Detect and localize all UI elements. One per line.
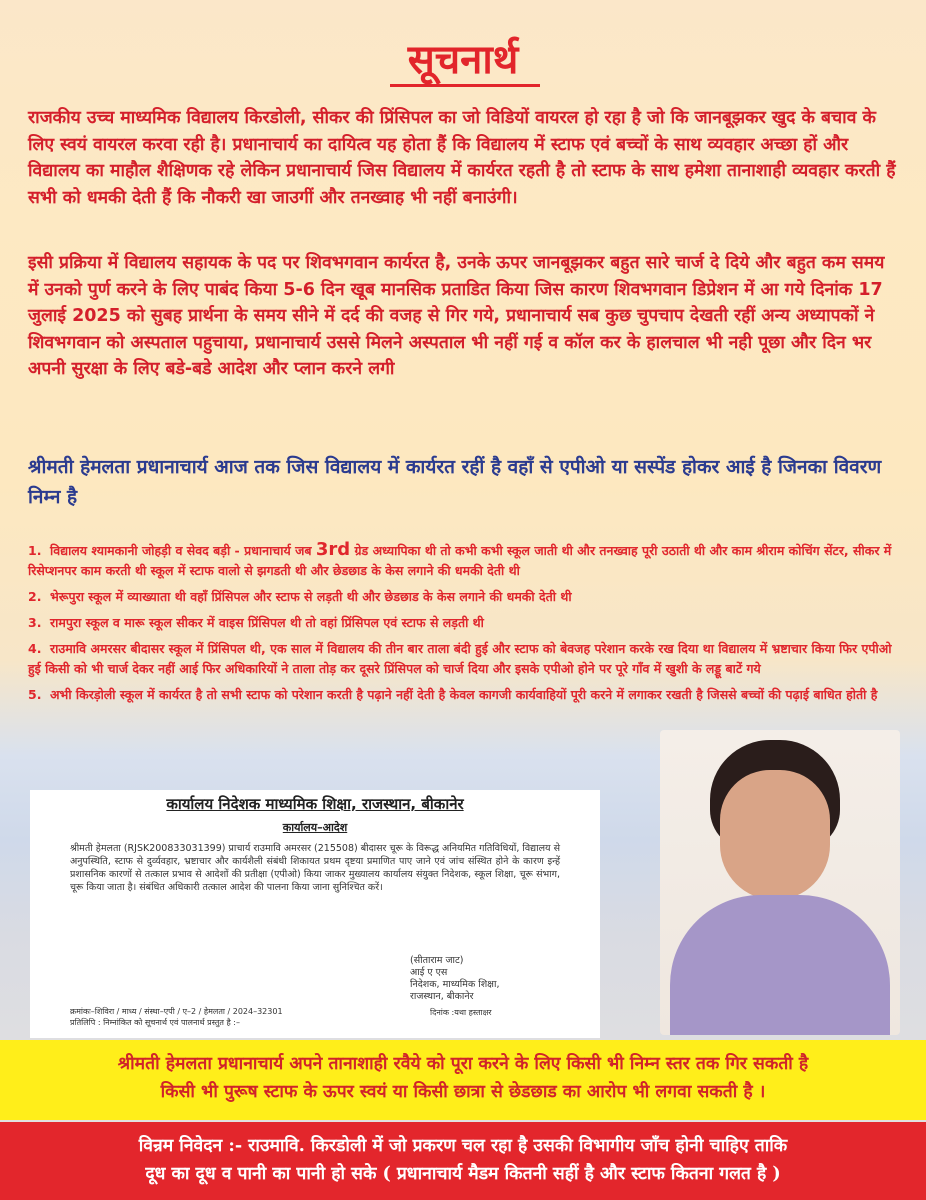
list-number: 3. bbox=[28, 615, 42, 630]
blue-heading: श्रीमती हेमलता प्रधानाचार्य आज तक जिस विद्यालय में कार्यरत रहीं है वहाँ से एपीओ या सस्पेंड होकर आई है जिनका विवरण निम्न है bbox=[28, 456, 882, 508]
photo-body bbox=[670, 895, 890, 1035]
list-item bbox=[28, 613, 908, 633]
signatory-name: (सीताराम जाट) bbox=[410, 955, 464, 966]
history-list bbox=[28, 540, 908, 711]
copy-note: प्रतिलिपि : निम्नांकित को सूचनार्थ एवं पालनार्थ प्रस्तुत है :– bbox=[70, 1018, 240, 1027]
list-number: 4. bbox=[28, 641, 42, 656]
notice-title: सूचनार्थ bbox=[407, 36, 519, 83]
list-item bbox=[28, 540, 908, 581]
order-subheading: कार्यालय–आदेश bbox=[282, 821, 348, 834]
list-text: विद्यालय श्यामकानी जोहड़ी व सेवद बड़ी - प्रधानाचार्य जब bbox=[50, 543, 316, 558]
list-number: 2. bbox=[28, 589, 42, 604]
list-number: 1. bbox=[28, 543, 42, 558]
red-line-1: विन्रम निवेदन :- राउमावि. किरडोली में जो प्रकरण चल रहा है उसकी विभागीय जाँच होनी चाहिए ताकि bbox=[138, 1136, 788, 1156]
principal-photo bbox=[660, 730, 900, 1035]
list-item bbox=[28, 685, 908, 705]
list-text: भेरूपुरा स्कूल में व्याख्याता थी वहाँ प्रिंसिपल और स्टाफ से लड़ती थी और छेडछाड के केस लगाने की धमकी देती थी bbox=[50, 589, 572, 604]
signatory-title: आई ए एस bbox=[410, 967, 448, 978]
list-number: 5. bbox=[28, 687, 42, 702]
title-underline bbox=[390, 84, 540, 87]
list-highlight: 3rd bbox=[315, 539, 351, 560]
office-order-document bbox=[30, 790, 600, 1038]
order-heading: कार्यालय निदेशक माध्यमिक शिक्षा, राजस्थान, बीकानेर bbox=[166, 795, 464, 813]
order-body: श्रीमती हेमलता (RJSK200833031399) प्राचार्य राउमावि अमरसर (215508) बीदासर चूरू के विरूद्ध अनियमित गतिविधियों, विद्यालय से अनुपस्थिति, स्टाफ से दुर्व्यवहार, भ्रष्टाचार और कार्यशैली संबंधी शिकायत प्रथम दृष्टया प्रमाणित पाए जाने एवं जांच संस्थित होने के कारण इन्हें प्रशासनिक कारणों से तत्काल प्रभाव से आदेशों की प्रतीक्षा (एपीओ) किया जाकर मुख्यालय कार्यालय संयुक्त निदेशक, स्कूल शिक्षा, चूरू संभाग, चूरू किया जाता है। संबंधित अधिकारी तत्काल आदेश की पालना किया जाना सुनिश्चित करें। bbox=[70, 843, 560, 893]
yellow-line-2: किसी भी पुरूष स्टाफ के ऊपर स्वयं या किसी छात्रा से छेडछाड का आरोप भी लगवा सकती है । bbox=[160, 1082, 766, 1102]
order-reference bbox=[70, 1006, 450, 1028]
signatory-line-2: राजस्थान, बीकानेर bbox=[410, 991, 474, 1002]
list-item bbox=[28, 587, 908, 607]
list-item bbox=[28, 639, 908, 679]
paragraph-1: राजकीय उच्च माध्यमिक विद्यालय किरडोली, सीकर की प्रिंसिपल का जो विडियों वायरल हो रहा है जो कि जानबूझकर खुद के बचाव के लिए स्वयं वायरल करवा रही है। प्रधानाचार्य का दायित्व यह होता हैं कि विद्यालय में स्टाफ एवं बच्चों के साथ व्यवहार अच्छा हों और विद्यालय का माहौल शैक्षिणक रहे लेकिन प्रधानाचार्य जिस विद्यालय में कार्यरत रहती है तो स्टाफ के साथ हमेशा तानाशाही व्यवहार करती हैं सभी को धमकी देती हैं कि नौकरी खा जाउगीं और तनख्वाह भी नहीं बनाउंगी। bbox=[28, 108, 896, 208]
red-banner bbox=[0, 1122, 926, 1200]
list-text: राउमावि अमरसर बीदासर स्कूल में प्रिंसिपल थी, एक साल में विद्यालय की तीन बार ताला बंदी हुई और स्टाफ को बेवजह परेशान करके रख दिया था विद्यालय में भ्रष्टाचार किया फिर एपीओ हुई किसी को भी चार्ज देकर नहीं आई फिर अधिकारियों ने ताला तोड़ कर दूसरे प्रिंसिपल को चार्ज दिया और इसके एपीओ होने पर पूरे गाँव में खुशी के लड्डू बाटें गये bbox=[28, 641, 892, 676]
list-text-rest: ग्रेड अध्यापिका थी तो कभी कभी स्कूल जाती थी और तनख्वाह पूरी उठाती थी और काम श्रीराम कोचिंग सेंटर, सीकर में रिसेप्शनपर काम करती थी स्कूल में स्टाफ वालो से झगडती थी और छेडछाड के केस लगाने की धमकी देती थी bbox=[28, 543, 892, 578]
red-line-2: दूध का दूध व पानी का पानी हो सके ( प्रधानाचार्य मैडम कितनी सहीं है और स्टाफ कितना गलत है ) bbox=[145, 1164, 781, 1184]
yellow-line-1: श्रीमती हेमलता प्रधानाचार्य अपने तानाशाही रवैये को पूरा करने के लिए किसी भी निम्न स्तर तक गिर सकती है bbox=[117, 1054, 809, 1074]
signatory-line-1: निदेशक, माध्यमिक शिक्षा, bbox=[410, 979, 500, 990]
order-signature bbox=[410, 955, 590, 1003]
order-date: दिनांक :यथा हस्ताक्षर bbox=[430, 1008, 492, 1017]
list-text: रामपुरा स्कूल व मारू स्कूल सीकर में वाइस प्रिंसिपल थी तो वहां प्रिंसिपल एवं स्टाफ से लड़ती थी bbox=[50, 615, 484, 630]
photo-face bbox=[720, 770, 830, 900]
paragraph-2: इसी प्रक्रिया में विद्यालय सहायक के पद पर शिवभगवान कार्यरत है, उनके ऊपर जानबूझकर बहुत सारे चार्ज दे दिये और बहुत कम समय में उनको पुर्ण करने के लिए पाबंद किया 5-6 दिन खूब मानसिक प्रताडित किया जिस कारण शिवभगवान डिप्रेशन में आ गये दिनांक 17 जुलाई 2025 को सुबह प्रार्थना के समय सीने में दर्द की वजह से गिर गये, प्रधानाचार्य सब कुछ चुपचाप देखती रहीं अन्य अध्यापकों ने शिवभगवान को अस्पताल पहुचाया, प्रधानाचार्य उससे मिलने अस्पताल भी नहीं गई व कॉल कर के हालचाल भी नही पूछा और दिन भर अपनी सुरक्षा के लिए बडे-बडे आदेश और प्लान करने लगी bbox=[28, 253, 885, 379]
reference-number: क्रमांकः–शिविरा / माध्य / संस्था–एपी / ए–2 / हेमलता / 2024–32301 bbox=[70, 1007, 283, 1016]
list-text: अभी किरड़ोली स्कूल में कार्यरत है तो सभी स्टाफ को परेशान करती है पढ़ाने नहीं देती है केवल कागजी कार्यवाहियों पूरी करने में लगाकर रखती है जिससे बच्चों की पढ़ाई बाधित होती है bbox=[50, 687, 878, 702]
yellow-banner bbox=[0, 1040, 926, 1120]
